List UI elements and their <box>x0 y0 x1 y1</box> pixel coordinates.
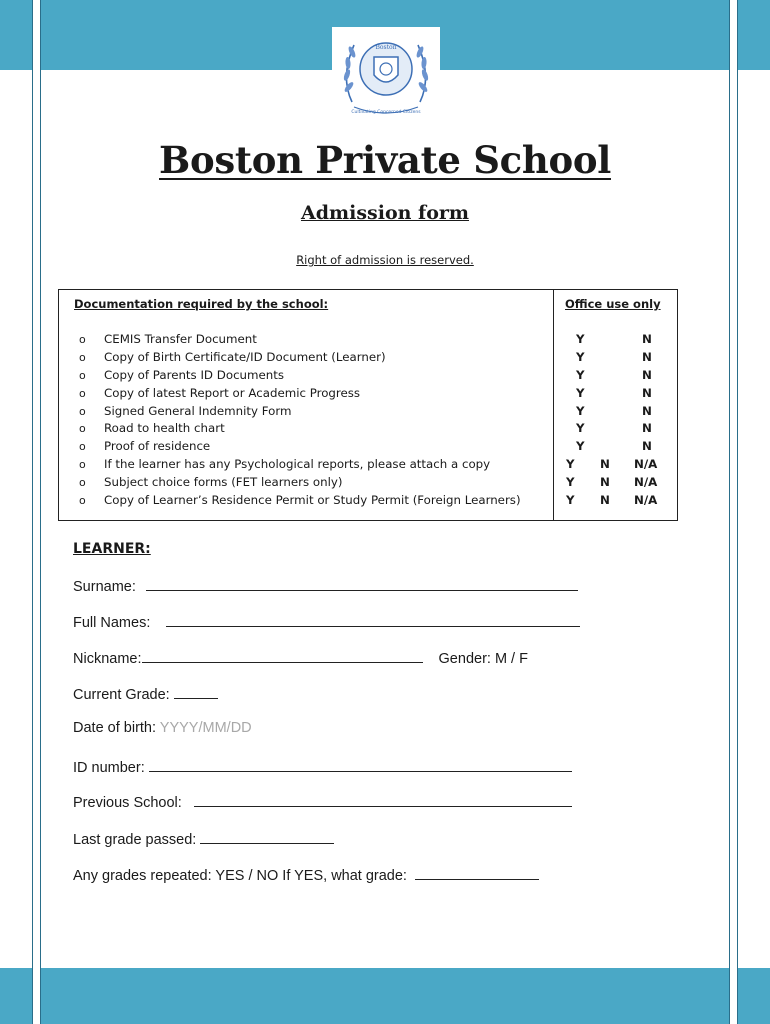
top-band-right <box>738 0 770 70</box>
office-row <box>554 331 677 349</box>
previous-school-row <box>73 792 572 811</box>
list-item <box>79 367 521 385</box>
nickname-label: Nickname: <box>73 651 142 667</box>
yes-mark[interactable]: Y <box>576 439 585 454</box>
list-item <box>79 474 521 492</box>
office-use-column <box>554 331 677 510</box>
form-subtitle: Admission form <box>300 202 470 224</box>
no-mark[interactable]: N <box>642 403 652 418</box>
document-label: Copy of Parents ID Documents <box>104 367 285 382</box>
bullet-icon: o <box>79 350 86 364</box>
document-label: Subject choice forms (FET learners only) <box>104 475 343 490</box>
document-label: If the learner has any Psychological reports, please attach a copy <box>104 457 491 472</box>
bullet-icon: o <box>79 458 86 472</box>
nickname-field[interactable] <box>142 648 423 663</box>
repeated-row <box>73 865 539 884</box>
dob-field[interactable]: YYYY/MM/DD <box>159 720 252 736</box>
list-item <box>79 403 521 421</box>
last-grade-label: Last grade passed: <box>73 832 197 848</box>
document-label: CEMIS Transfer Document <box>104 332 257 346</box>
na-mark[interactable]: N/A <box>634 475 658 490</box>
office-row <box>554 385 677 403</box>
documentation-list <box>79 331 521 510</box>
list-item <box>79 331 521 349</box>
bullet-icon: o <box>79 386 86 400</box>
dob-row <box>73 720 252 736</box>
yes-mark[interactable]: Y <box>576 349 585 364</box>
school-title: Boston Private School <box>159 138 611 182</box>
list-item <box>79 492 521 510</box>
document-label: Copy of Birth Certificate/ID Document (Learner) <box>104 349 386 364</box>
list-item <box>79 438 521 456</box>
office-row <box>554 349 677 367</box>
surname-row <box>73 576 578 595</box>
no-mark[interactable]: N <box>600 475 610 490</box>
na-mark[interactable]: N/A <box>634 493 658 508</box>
no-mark[interactable]: N <box>600 457 610 472</box>
document-label: Signed General Indemnity Form <box>104 403 292 418</box>
list-item <box>79 420 521 438</box>
office-row <box>554 420 677 438</box>
no-mark[interactable]: N <box>600 493 610 508</box>
yes-mark[interactable]: Y <box>576 332 585 346</box>
learner-heading: LEARNER: <box>73 541 151 557</box>
admission-notice: Right of admission is reserved. <box>296 253 474 267</box>
yes-mark[interactable]: Y <box>576 367 585 382</box>
dob-label: Date of birth: <box>73 720 157 736</box>
fullnames-field[interactable] <box>166 612 580 627</box>
no-mark[interactable]: N <box>642 332 652 346</box>
yes-mark[interactable]: Y <box>576 403 585 418</box>
yes-mark[interactable]: Y <box>576 385 585 400</box>
bullet-icon: o <box>79 440 86 454</box>
fullnames-label: Full Names: <box>73 615 151 631</box>
repeated-grade-field[interactable] <box>415 865 539 880</box>
no-mark[interactable]: N <box>642 385 652 400</box>
office-row <box>554 403 677 421</box>
office-row <box>554 438 677 456</box>
office-row <box>554 367 677 385</box>
nickname-row <box>73 648 528 667</box>
id-number-label: ID number: <box>73 760 145 776</box>
svg-text:Cultivating Concerned Citizens: Cultivating Concerned Citizens <box>351 110 421 115</box>
fullnames-row <box>73 612 580 631</box>
bottom-band-right <box>738 968 770 1024</box>
last-grade-field[interactable] <box>200 829 334 844</box>
id-number-field[interactable] <box>149 757 572 772</box>
gender-label[interactable]: Gender: M / F <box>438 651 528 667</box>
surname-label: Surname: <box>73 579 136 595</box>
document-label: Proof of residence <box>104 439 211 454</box>
yes-mark[interactable]: Y <box>566 457 575 472</box>
grades-repeated-label[interactable]: Any grades repeated: YES / NO If YES, what grade: <box>73 868 407 884</box>
document-label: Road to health chart <box>104 421 225 436</box>
office-use-heading: Office use only <box>565 297 661 311</box>
id-row <box>73 757 572 776</box>
previous-school-field[interactable] <box>194 792 572 807</box>
bullet-icon: o <box>79 368 86 382</box>
previous-school-label: Previous School: <box>73 795 182 811</box>
list-item <box>79 456 521 474</box>
current-grade-field[interactable] <box>174 684 218 699</box>
bullet-icon: o <box>79 422 86 436</box>
yes-mark[interactable]: Y <box>576 421 585 436</box>
yes-mark[interactable]: Y <box>566 475 575 490</box>
office-row <box>554 474 677 492</box>
no-mark[interactable]: N <box>642 349 652 364</box>
document-label: Copy of latest Report or Academic Progress <box>104 385 361 400</box>
list-item <box>79 349 521 367</box>
no-mark[interactable]: N <box>642 367 652 382</box>
school-crest-logo <box>332 27 440 119</box>
top-band-left <box>0 0 32 70</box>
bullet-icon: o <box>79 404 86 418</box>
no-mark[interactable]: N <box>642 421 652 436</box>
na-mark[interactable]: N/A <box>634 457 658 472</box>
current-grade-label: Current Grade: <box>73 687 170 703</box>
bullet-icon: o <box>79 333 86 346</box>
surname-field[interactable] <box>146 576 578 591</box>
documentation-heading: Documentation required by the school: <box>74 297 329 311</box>
office-row <box>554 456 677 474</box>
bullet-icon: o <box>79 494 86 508</box>
office-row <box>554 492 677 510</box>
documentation-table <box>58 289 678 521</box>
no-mark[interactable]: N <box>642 439 652 454</box>
svg-text:Boston: Boston <box>375 44 397 51</box>
list-item <box>79 385 521 403</box>
bottom-band <box>41 968 729 1024</box>
bullet-icon: o <box>79 476 86 490</box>
bottom-band-left <box>0 968 32 1024</box>
grade-row <box>73 684 218 703</box>
yes-mark[interactable]: Y <box>566 493 575 508</box>
document-label: Copy of Learner’s Residence Permit or Study Permit (Foreign Learners) <box>104 493 521 508</box>
last-grade-row <box>73 829 334 848</box>
